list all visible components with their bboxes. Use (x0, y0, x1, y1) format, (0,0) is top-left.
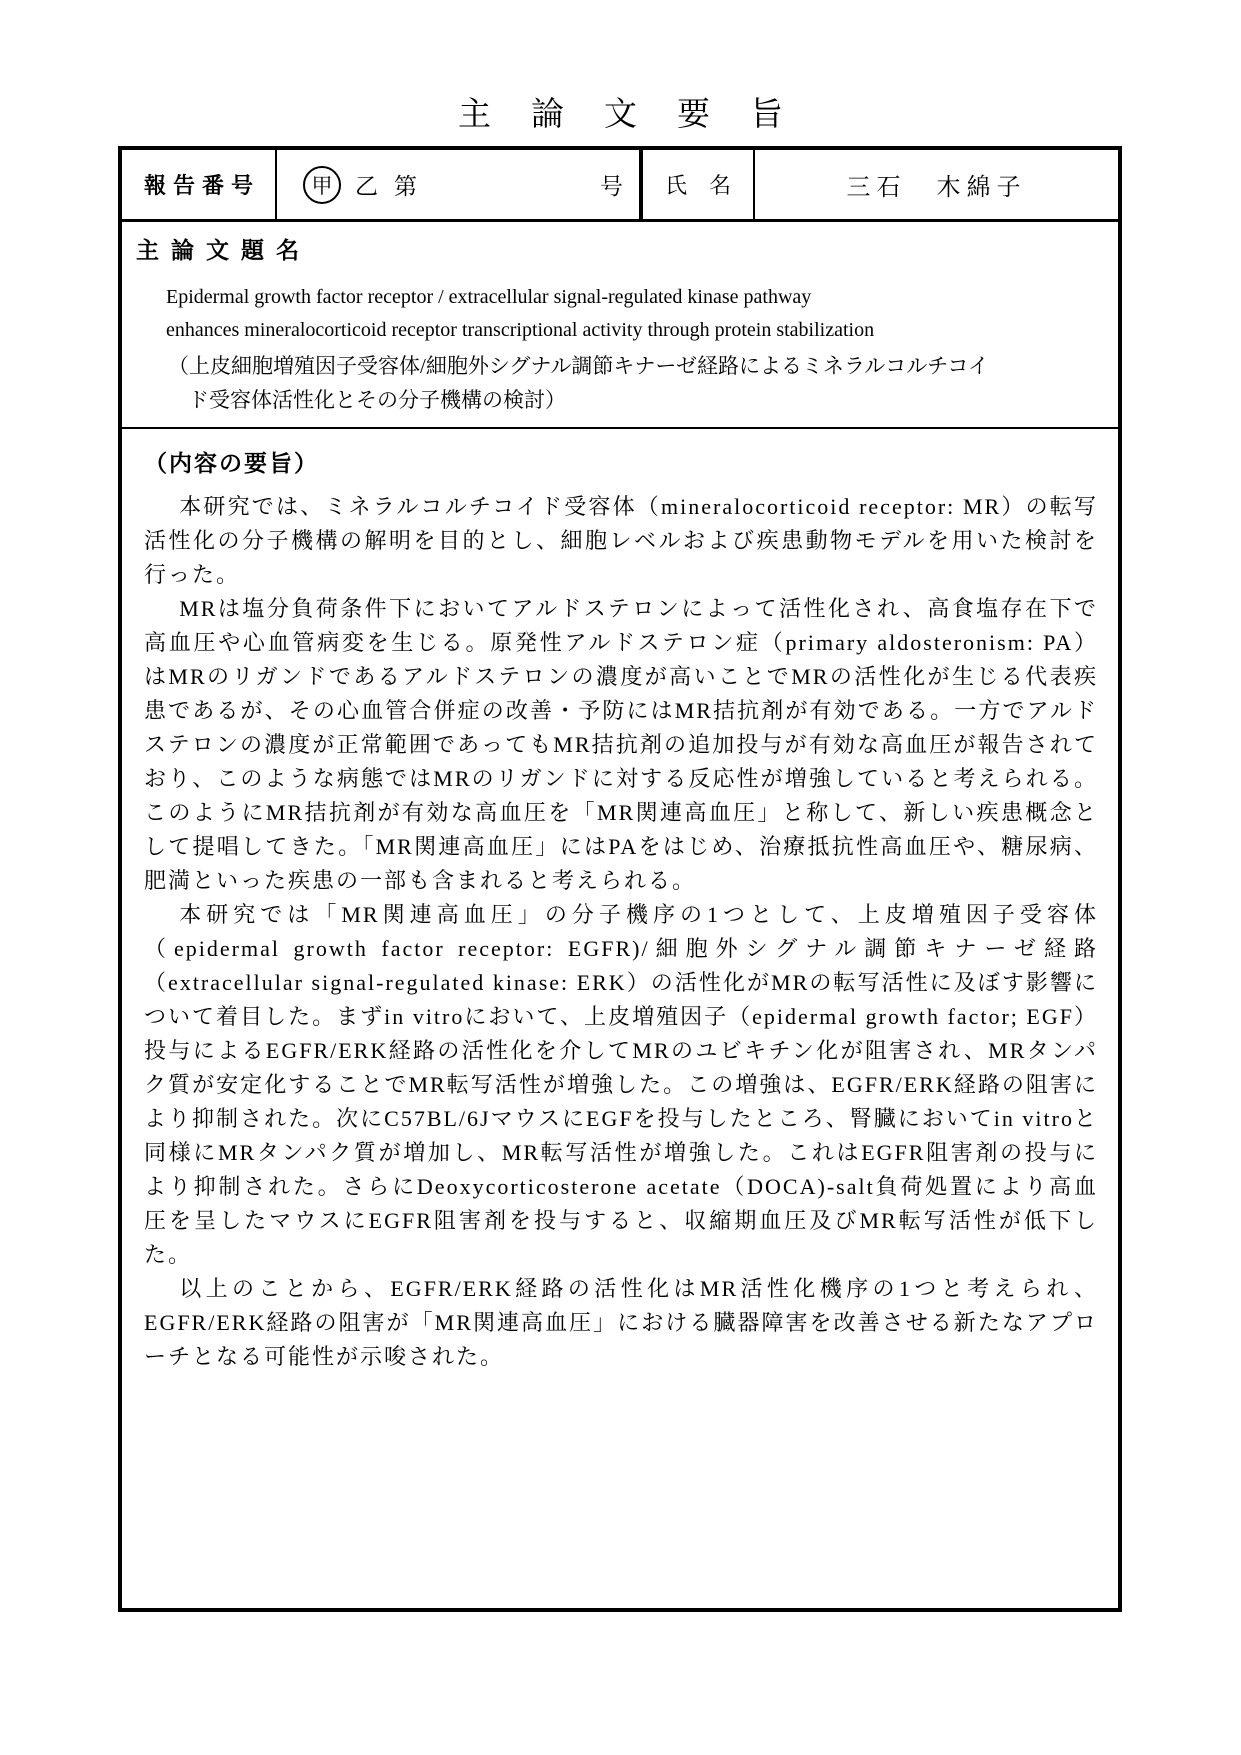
degree-option-otsu: 乙 (355, 174, 378, 199)
thesis-title-japanese-line1: （上皮細胞増殖因子受容体/細胞外シグナル調節キナーゼ経路によるミネラルコルチコイ (168, 354, 989, 378)
thesis-title-english (166, 281, 1098, 347)
thesis-title-section (122, 222, 1118, 429)
report-number-suffix: 号 (600, 174, 623, 199)
degree-option-kou-circled: 甲 (303, 166, 341, 204)
abstract-paragraph-2: MRは塩分負荷条件下においてアルドステロンによって活性化され、高食塩存在下で高血圧や心血管病変を生じる。原発性アルドステロン症（primary aldosteronism: PA）はMRのリガンドであるアルドステロンの濃度が高いことでMRの活性化が生じる代表疾患であるが、その心血管合併症の改善・予防にはMR拮抗剤が有効である。一方でアルドステロンの濃度が正常範囲であってもMR拮抗剤の追加投与が有効な高血圧が報告されており、このような病態ではMRのリガンドに対する反応性が増強していると考えられる。このようにMR拮抗剤が有効な高血圧を「MR関連高血圧」と称して、新しい疾患概念として提唱してきた。「MR関連高血圧」にはPAをはじめ、治療抵抗性高血圧や、糖尿病、肥満といった疾患の一部も含まれると考えられる。 (144, 596, 1098, 893)
report-number-label: 報告番号 (122, 150, 277, 219)
name-label: 氏 名 (643, 150, 755, 219)
form-outer-box (118, 146, 1122, 1612)
abstract-paragraph-3: 本研究では「MR関連高血圧」の分子機序の1つとして、上皮増殖因子受容体（epidermal growth factor receptor: EGFR)/細胞外シグナル調節キナーゼ経路（extracellular signal-regulated kinase: ERK）の活性化がMRの転写活性に及ぼす影響について着目した。まずin vitroにおいて、上皮増殖因子（epidermal growth factor; EGF）投与によるEGFR/ERK経路の活性化を介してMRのユビキチン化が阻害され、MRタンパク質が安定化することでMR転写活性が増強した。この増強は、EGFR/ERK経路の阻害により抑制された。次にC57BL/6JマウスにEGFを投与したところ、腎臓においてin vitroと同様にMRタンパク質が増加し、MR転写活性が増強した。これはEGFR阻害剤の投与により抑制された。さらにDeoxycorticosterone acetate（DOCA)-salt負荷処置により高血圧を呈したマウスにEGFR阻害剤を投与すると、収縮期血圧及びMR転写活性が低下した。 (144, 902, 1098, 1267)
thesis-title-japanese-line2: ド受容体活性化とその分子機構の検討） (188, 388, 566, 412)
author-name: 三石 木綿子 (846, 175, 1027, 201)
thesis-title-english-line2: enhances mineralocorticoid receptor transcriptional activity through protein stabilization (166, 319, 875, 341)
abstract-paragraph-4: 以上のことから、EGFR/ERK経路の活性化はMR活性化機序の1つと考えられ、EGFR/ERK経路の阻害が「MR関連高血圧」における臓器障害を改善させる新たなアプローチとなる可能性が示唆された。 (144, 1276, 1098, 1369)
page-title: 主論文要旨 (458, 97, 823, 133)
thesis-title-heading: 主論文題名 (136, 237, 311, 263)
thesis-title-japanese (168, 349, 1098, 417)
header-table-row (122, 150, 1118, 222)
abstract-heading: （内容の要旨） (144, 450, 319, 476)
abstract-paragraph-1: 本研究では、ミネラルコルチコイド受容体（mineralocorticoid receptor: MR）の転写活性化の分子機構の解明を目的とし、細胞レベルおよび疾患動物モデルを用いた検討を行った。 (144, 494, 1098, 587)
abstract-section (122, 429, 1118, 1608)
report-number-prefix: 第 (394, 174, 417, 199)
report-number-cell (277, 150, 643, 219)
thesis-title-english-line1: Epidermal growth factor receptor / extracellular signal-regulated kinase pathway (166, 286, 812, 308)
